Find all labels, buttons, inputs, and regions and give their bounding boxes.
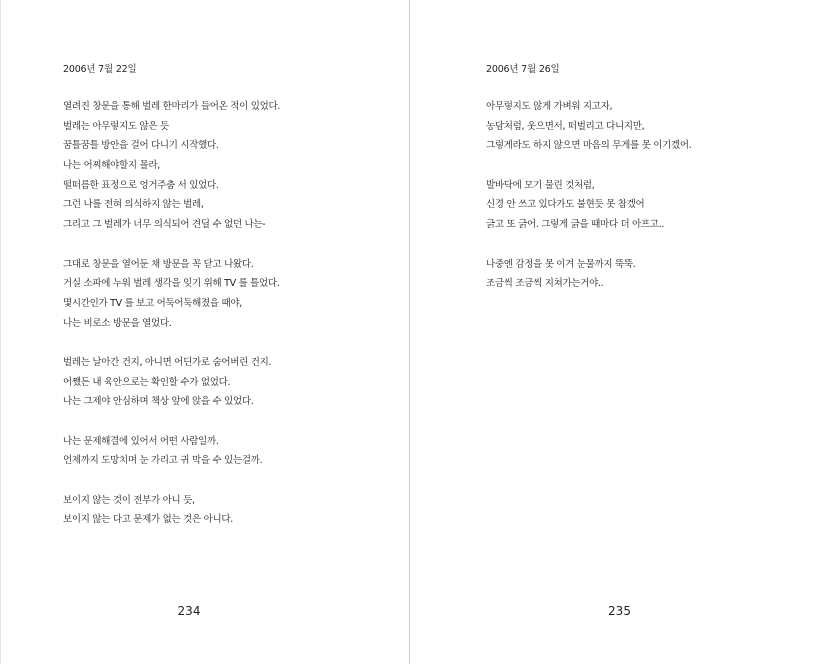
text-line: 농담처럼, 웃으면서, 떠벌리고 다니지만, xyxy=(486,120,645,132)
text-line: 벌레는 아무렇지도 않은 듯 xyxy=(63,120,169,132)
blank-line xyxy=(486,156,691,176)
text-line: 떨떠름한 표정으로 엉거주춤 서 있었다. xyxy=(63,179,219,191)
text-line: 언제까지 도망치며 눈 가리고 귀 막을 수 있는걸까. xyxy=(63,455,263,467)
text-line: 발바닥에 모기 물린 것처럼, xyxy=(486,179,595,191)
text-line: 긁고 또 긁어. 그렇게 긁을 때마다 더 아프고.. xyxy=(486,219,665,231)
entry-text xyxy=(486,97,691,294)
page-number: 235 xyxy=(608,604,631,618)
text-line: 몇시간인가 TV 를 보고 어둑어둑해졌을 때야, xyxy=(63,297,242,309)
text-line: 나는 어찌해야할지 몰라, xyxy=(63,160,160,172)
text-line: 신경 안 쓰고 있다가도 불현듯 못 참겠어 xyxy=(486,199,645,211)
entry-date: 2006년 7월 22일 xyxy=(63,64,137,75)
text-line: 나는 비로소 방문을 열었다. xyxy=(63,317,172,329)
right-page xyxy=(410,0,817,664)
text-line: 그런 나를 전혀 의식하지 않는 벌레, xyxy=(63,199,204,211)
text-line: 그대로 창문을 열어둔 채 방문을 꼭 닫고 나왔다. xyxy=(63,258,254,270)
text-line: 그렇게라도 하지 않으면 마음의 무게를 못 이기겠어. xyxy=(486,140,692,152)
text-line: 아무렇지도 않게 가벼워 지고자, xyxy=(486,101,613,112)
blank-line xyxy=(63,471,280,491)
text-line: 그리고 그 벌레가 너무 의식되어 견딜 수 없던 나는- xyxy=(63,219,266,231)
blank-line xyxy=(63,333,280,353)
blank-line xyxy=(63,235,280,255)
text-line: 나는 문제해결에 있어서 어떤 사람일까. xyxy=(63,435,219,447)
text-line: 꿈틀꿈틀 방안을 걸어 다니기 시작했다. xyxy=(63,140,219,152)
text-line: 열려진 창문을 통해 벌레 한마리가 들어온 적이 있었다. xyxy=(63,101,281,112)
text-line: 어쨌든 내 육안으로는 확인할 수가 없었다. xyxy=(63,376,231,388)
text-line: 조금씩 조금씩 지쳐가는거야.. xyxy=(486,278,604,290)
page-number: 234 xyxy=(177,604,201,618)
text-line: 나는 그제야 안심하며 책상 앞에 앉을 수 있었다. xyxy=(63,396,254,408)
entry-text xyxy=(63,97,280,530)
blank-line xyxy=(486,235,691,255)
blank-line xyxy=(63,412,280,432)
text-line: 보이지 않는 것이 전부가 아니 듯, xyxy=(63,494,195,506)
text-line: 보이지 않는 다고 문제가 없는 것은 아니다. xyxy=(63,514,233,526)
text-line: 벌레는 날아간 건지, 아니면 어딘가로 숨어버린 건지. xyxy=(63,356,272,368)
text-line: 나중엔 감정을 못 이겨 눈물까지 뚝뚝. xyxy=(486,258,636,270)
text-line: 거실 소파에 누워 벌레 생각을 잊기 위해 TV 를 틀었다. xyxy=(63,278,280,290)
entry-date: 2006년 7월 26일 xyxy=(486,64,560,75)
